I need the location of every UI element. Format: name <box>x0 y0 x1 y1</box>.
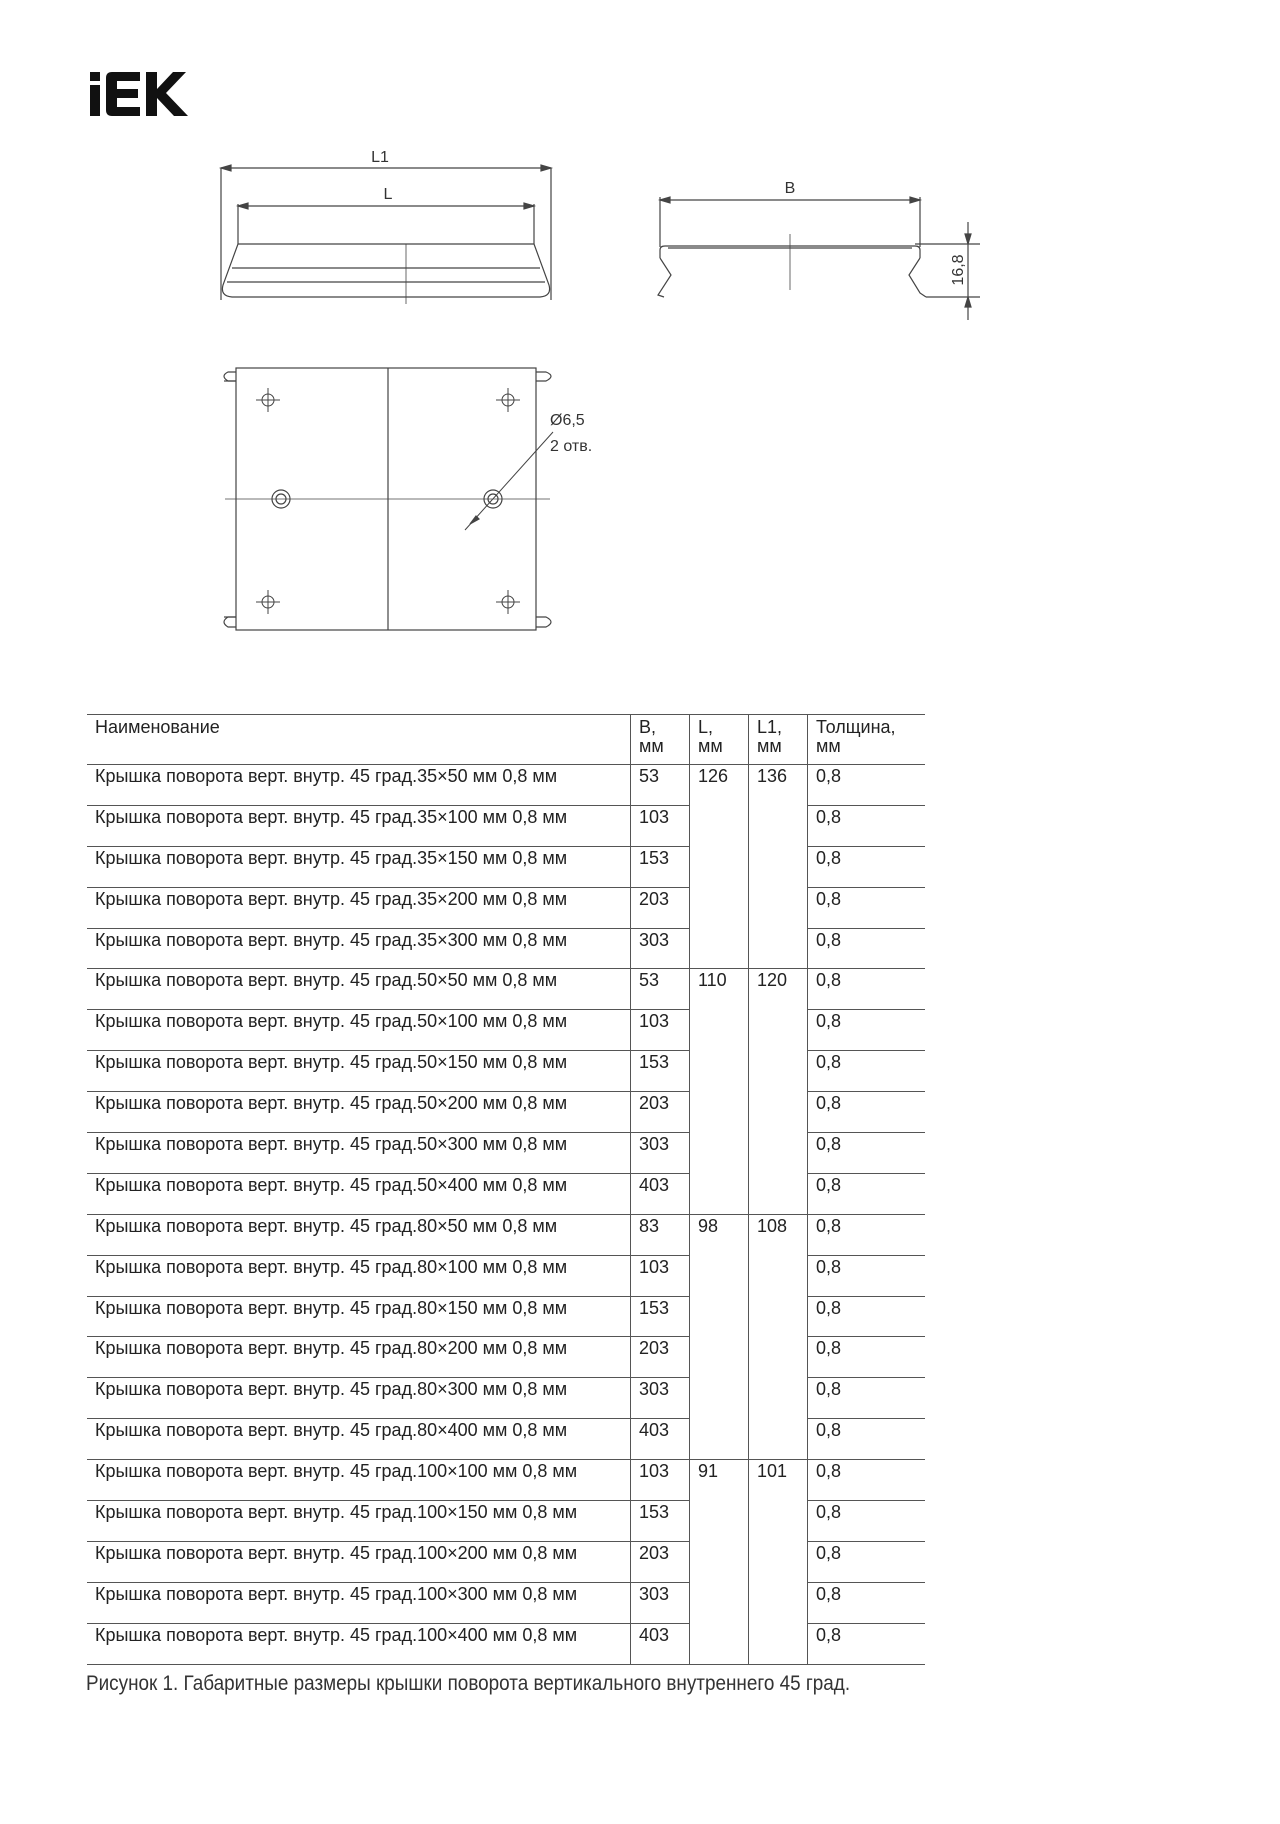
cell-name: Крышка поворота верт. внутр. 45 град.50×150 мм 0,8 мм <box>95 1052 568 1073</box>
cell-thickness: 0,8 <box>808 1092 926 1133</box>
header-l1: L1, мм <box>749 715 808 765</box>
hole-diameter-label: Ø6,5 <box>550 412 585 429</box>
cell-thickness: 0,8 <box>808 1173 926 1214</box>
cell-b: 103 <box>631 1460 690 1501</box>
table-header-row <box>87 715 925 765</box>
cell-b: 153 <box>631 846 690 887</box>
cell-b: 53 <box>631 765 690 806</box>
cell-l: 126 <box>690 765 749 969</box>
hole-count-label: 2 отв. <box>550 438 593 455</box>
table-row <box>87 1214 925 1255</box>
cell-thickness: 0,8 <box>808 1051 926 1092</box>
cell-thickness: 0,8 <box>808 1255 926 1296</box>
cell-thickness: 0,8 <box>808 765 926 806</box>
header-b: B, мм <box>631 715 690 765</box>
cell-b: 203 <box>631 1337 690 1378</box>
cell-thickness: 0,8 <box>808 1582 926 1623</box>
profile-view <box>658 197 980 320</box>
cell-l: 110 <box>690 969 749 1214</box>
cell-b: 203 <box>631 1092 690 1133</box>
header-name: Наименование <box>95 717 220 737</box>
cell-l: 98 <box>690 1214 749 1459</box>
cell-l1: 101 <box>749 1460 808 1664</box>
cell-b: 303 <box>631 1378 690 1419</box>
cell-name: Крышка поворота верт. внутр. 45 град.35×50 мм 0,8 мм <box>95 766 558 786</box>
cell-thickness: 0,8 <box>808 1541 926 1582</box>
figure-caption: Рисунок 1. Габаритные размеры крышки поворота вертикального внутреннего 45 град. <box>86 1672 851 1695</box>
cell-thickness: 0,8 <box>808 1214 926 1255</box>
label-l1: L1 <box>371 149 389 166</box>
spec-table <box>87 714 925 1665</box>
cell-name: Крышка поворота верт. внутр. 45 град.35×150 мм 0,8 мм <box>95 847 568 868</box>
cell-thickness: 0,8 <box>808 1419 926 1460</box>
cell-thickness: 0,8 <box>808 1296 926 1337</box>
cell-name: Крышка поворота верт. внутр. 45 град.80×150 мм 0,8 мм <box>95 1297 568 1318</box>
label-height: 16,8 <box>950 254 967 286</box>
cell-name: Крышка поворота верт. внутр. 45 град.100×300 мм 0,8 мм <box>95 1583 578 1604</box>
cell-b: 203 <box>631 1541 690 1582</box>
cell-thickness: 0,8 <box>808 1378 926 1419</box>
cell-name: Крышка поворота верт. внутр. 45 град.50×50 мм 0,8 мм <box>95 970 558 991</box>
cell-b: 103 <box>631 805 690 846</box>
top-view <box>224 368 553 630</box>
cell-name: Крышка поворота верт. внутр. 45 град.80×200 мм 0,8 мм <box>95 1338 568 1359</box>
cell-thickness: 0,8 <box>808 887 926 928</box>
cell-name: Крышка поворота верт. внутр. 45 град.100×150 мм 0,8 мм <box>95 1502 578 1523</box>
cell-name: Крышка поворота верт. внутр. 45 град.80×100 мм 0,8 мм <box>95 1256 568 1277</box>
table-row <box>87 765 925 806</box>
cell-name: Крышка поворота верт. внутр. 45 град.50×300 мм 0,8 мм <box>95 1134 568 1155</box>
cell-b: 303 <box>631 1133 690 1174</box>
cell-b: 303 <box>631 1582 690 1623</box>
table-body <box>87 765 925 1665</box>
cell-b: 153 <box>631 1501 690 1542</box>
cell-name: Крышка поворота верт. внутр. 45 град.35×300 мм 0,8 мм <box>95 929 568 950</box>
cell-l1: 120 <box>749 969 808 1214</box>
cell-thickness: 0,8 <box>808 1460 926 1501</box>
cell-b: 153 <box>631 1051 690 1092</box>
cell-b: 103 <box>631 1010 690 1051</box>
cell-l: 91 <box>690 1460 749 1664</box>
cell-name: Крышка поворота верт. внутр. 45 град.100×200 мм 0,8 мм <box>95 1542 578 1563</box>
cell-name: Крышка поворота верт. внутр. 45 град.50×400 мм 0,8 мм <box>95 1174 568 1195</box>
table-row <box>87 1460 925 1501</box>
cell-thickness: 0,8 <box>808 805 926 846</box>
cell-name: Крышка поворота верт. внутр. 45 град.80×300 мм 0,8 мм <box>95 1379 568 1400</box>
cell-thickness: 0,8 <box>808 1623 926 1664</box>
cell-b: 83 <box>631 1214 690 1255</box>
cell-thickness: 0,8 <box>808 1337 926 1378</box>
cell-b: 203 <box>631 887 690 928</box>
label-l: L <box>383 186 393 203</box>
cell-name: Крышка поворота верт. внутр. 45 град.50×200 мм 0,8 мм <box>95 1093 568 1114</box>
cell-thickness: 0,8 <box>808 1133 926 1174</box>
cell-b: 53 <box>631 969 690 1010</box>
cell-thickness: 0,8 <box>808 928 926 969</box>
cell-name: Крышка поворота верт. внутр. 45 град.100×400 мм 0,8 мм <box>95 1624 578 1645</box>
label-b: B <box>784 180 796 197</box>
cell-thickness: 0,8 <box>808 1010 926 1051</box>
cell-thickness: 0,8 <box>808 969 926 1010</box>
cell-b: 403 <box>631 1173 690 1214</box>
cell-b: 403 <box>631 1419 690 1460</box>
cell-name: Крышка поворота верт. внутр. 45 град.35×200 мм 0,8 мм <box>95 888 568 909</box>
cell-thickness: 0,8 <box>808 1501 926 1542</box>
cell-l1: 136 <box>749 765 808 969</box>
cell-thickness: 0,8 <box>808 846 926 887</box>
technical-drawings <box>0 0 1280 700</box>
cell-name: Крышка поворота верт. внутр. 45 град.35×100 мм 0,8 мм <box>95 806 568 827</box>
cell-l1: 108 <box>749 1214 808 1459</box>
cell-name: Крышка поворота верт. внутр. 45 град.50×100 мм 0,8 мм <box>95 1011 568 1032</box>
header-thickness: Толщина, мм <box>808 715 926 765</box>
cell-name: Крышка поворота верт. внутр. 45 град.80×400 мм 0,8 мм <box>95 1420 568 1441</box>
cell-name: Крышка поворота верт. внутр. 45 град.80×50 мм 0,8 мм <box>95 1215 558 1236</box>
cell-b: 403 <box>631 1623 690 1664</box>
cell-name: Крышка поворота верт. внутр. 45 град.100×100 мм 0,8 мм <box>95 1461 578 1482</box>
header-l: L, мм <box>690 715 749 765</box>
cell-b: 153 <box>631 1296 690 1337</box>
table-row <box>87 969 925 1010</box>
cell-b: 303 <box>631 928 690 969</box>
cell-b: 103 <box>631 1255 690 1296</box>
